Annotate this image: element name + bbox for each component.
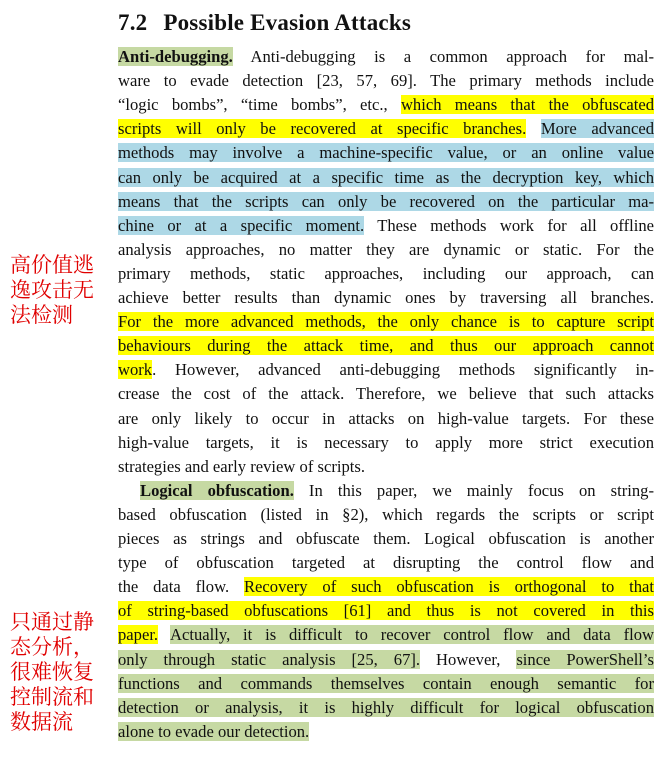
text-segment [526, 119, 541, 138]
text-line [118, 262, 654, 286]
text-line [118, 286, 654, 310]
text-line [118, 93, 654, 117]
text-segment: crease the cost of the attack. Therefore, we believe that such attacks [118, 384, 654, 404]
text-line [118, 503, 654, 527]
highlighted-text: paper. [118, 625, 159, 645]
highlighted-text: Anti-debugging. [118, 47, 233, 66]
text-line [118, 190, 654, 214]
text-segment: Anti-debugging is a common approach for mal- [232, 47, 654, 66]
text-segment: These methods work for all offline [364, 215, 654, 235]
highlighted-text: scripts will only be recovered at specific branches. [118, 119, 527, 139]
annotation-line: 高价值逃 [10, 253, 94, 277]
text-line [118, 672, 654, 696]
text-line [140, 479, 654, 503]
highlighted-text: Actually, it is difficult to recover control flow and data flow [170, 625, 655, 645]
text-line [118, 117, 654, 141]
text-line [118, 45, 654, 69]
text-segment: achieve better results than dynamic ones by traversing all branches. [118, 288, 654, 307]
highlighted-text: means that the scripts can only be recovered on the particular ma- [118, 191, 654, 211]
text-line [118, 382, 654, 406]
highlighted-text: work [118, 360, 153, 380]
text-segment: “logic bombs”, “time bombs”, etc., [118, 95, 401, 115]
highlighted-text: only through static analysis [25, 67]. [118, 649, 421, 669]
section-title: Possible Evasion Attacks [163, 10, 411, 35]
annotation-line: 逸攻击无 [10, 278, 94, 302]
annotation-line: 只通过静 [10, 610, 94, 634]
highlighted-text: detection or analysis, it is highly difficult for logical obfuscation [118, 697, 654, 717]
text-segment: . However, advanced anti-debugging methods significantly in- [152, 360, 654, 380]
text-line [118, 358, 654, 382]
annotation-line: 很难恢复 [10, 660, 94, 684]
text-segment: based obfuscation (listed in §2), which regards the scripts or script [118, 504, 654, 524]
margin-annotation-logical-obfuscation [10, 610, 110, 735]
text-segment [158, 625, 170, 644]
text-segment: analysis approaches, no matter they are dynamic or static. For the [118, 239, 654, 259]
text-segment: primary methods, static approaches, including our approach, can [118, 263, 654, 283]
text-segment: ware to evade detection [23, 57, 69]. The primary methods include [118, 71, 654, 91]
highlighted-text: alone to evade our detection. [118, 721, 310, 741]
highlighted-text: of string-based obfuscations [61] and thus is not covered in this [118, 601, 654, 621]
text-segment: strategies and early review of scripts. [118, 456, 365, 476]
text-line [118, 623, 654, 647]
highlighted-text: since PowerShell’s [516, 649, 654, 669]
margin-annotation-anti-debugging [10, 253, 110, 328]
text-segment: pieces as strings and obfuscate them. Logical obfuscation is another [118, 529, 654, 548]
text-segment: type of obfuscation targeted at disrupting the control flow and [118, 553, 654, 573]
highlighted-text: which means that the obfuscated [400, 95, 654, 115]
highlighted-text: functions and commands themselves contain enough semantic for [118, 673, 654, 693]
text-segment: However, [420, 649, 517, 669]
text-line [118, 166, 654, 190]
text-line [118, 141, 654, 165]
text-line [118, 575, 654, 599]
text-line [118, 599, 654, 623]
text-line [118, 431, 654, 455]
highlighted-text: Logical obfuscation. [140, 480, 294, 500]
highlighted-text: For the more advanced methods, the only chance is to capture script [118, 312, 654, 332]
section-number: 7.2 [118, 10, 148, 35]
highlighted-text: methods may involve a machine-specific value, or an online value [118, 143, 654, 163]
annotation-line: 控制流和 [10, 685, 94, 709]
text-line [118, 310, 654, 334]
highlighted-text: behaviours during the attack time, and thus our approach cannot [118, 336, 654, 356]
text-segment: are only likely to occur in attacks on high-value targets. For these [118, 408, 654, 428]
text-line [118, 648, 654, 672]
text-segment: the data flow. [118, 577, 244, 597]
highlighted-text: Recovery of such obfuscation is orthogonal to that [243, 577, 654, 597]
text-line [118, 527, 654, 551]
highlighted-text: can only be acquired at a specific time as the decryption key, which [118, 167, 654, 187]
text-line [118, 407, 654, 431]
text-segment: high-value targets, it is necessary to apply more strict execution [118, 432, 654, 452]
text-line [118, 551, 654, 575]
text-line [118, 455, 654, 479]
highlighted-text: chine or at a specific moment. [118, 215, 365, 235]
annotation-line: 态分析， [10, 635, 94, 659]
text-segment: In this paper, we mainly focus on string- [293, 480, 654, 500]
annotation-line: 法检测 [10, 303, 73, 327]
text-line [118, 69, 654, 93]
highlighted-text: More advanced [540, 119, 654, 139]
section-heading [118, 10, 411, 36]
annotation-line: 数据流 [10, 710, 73, 734]
text-line [118, 238, 654, 262]
text-line [118, 334, 654, 358]
text-line [118, 720, 654, 744]
text-line [118, 696, 654, 720]
text-line [118, 214, 654, 238]
